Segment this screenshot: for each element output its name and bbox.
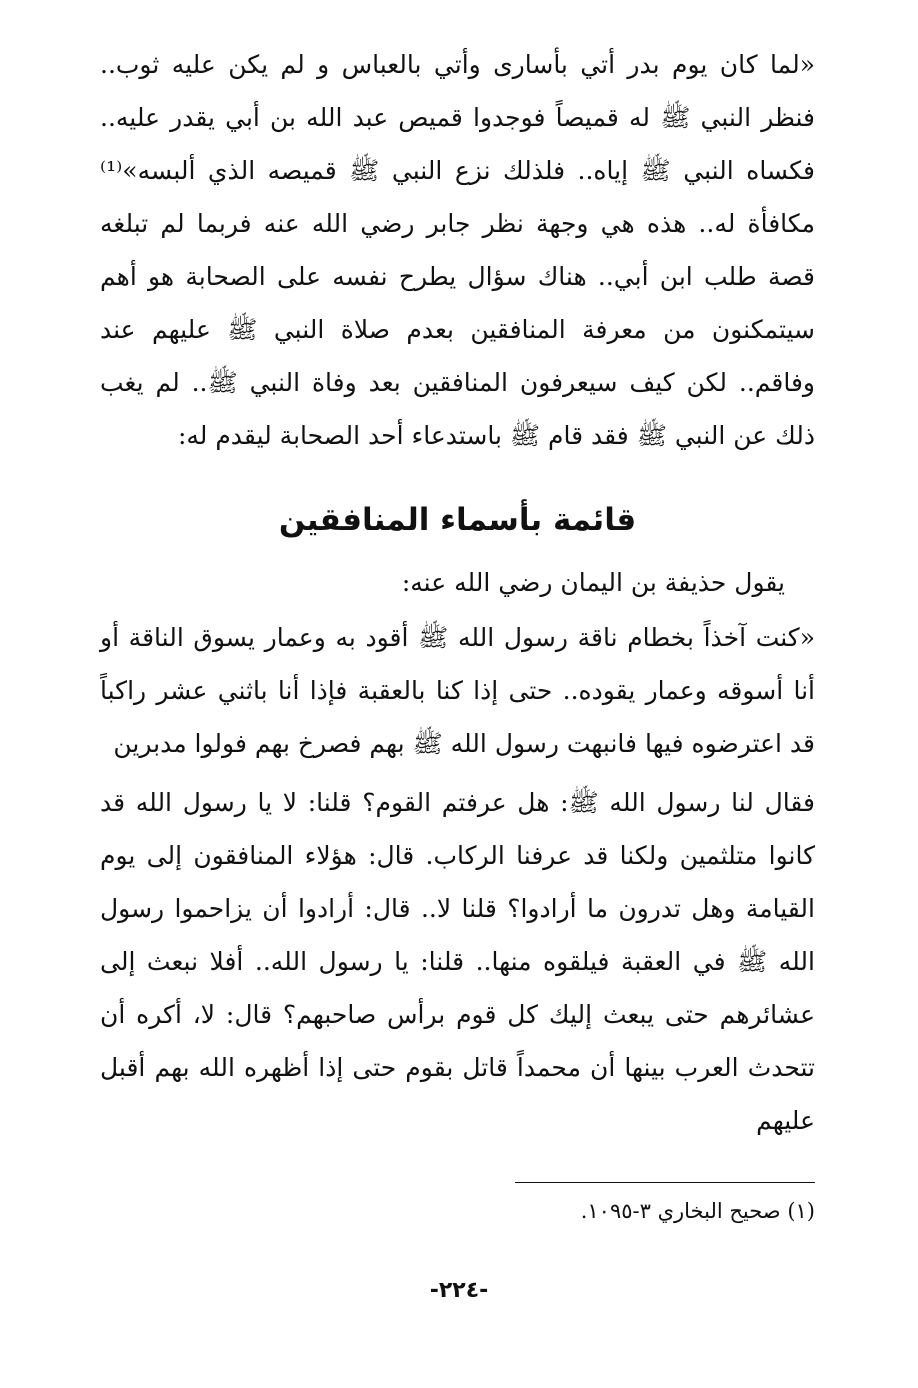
page-number: -٢٢٤- <box>429 1278 489 1303</box>
intro-line: يقول حذيفة بن اليمان رضي الله عنه: <box>401 568 785 597</box>
page-body <box>100 38 815 1147</box>
paragraph-2: «كنت آخذاً بخطام ناقة رسول الله ﷺ أقود به وعمار يسوق الناقة أو أنا أسوقه وعمار يقوده.. حتى إذا كنا بالعقبة فإذا أنا باثني عشر راكباً قد اعترضوه فيها فانبهت رسول الله ﷺ بهم فصرخ بهم فولوا مدبرين <box>100 623 815 758</box>
section-title: قائمة بأسماء المنافقين <box>278 502 637 538</box>
paragraph-3: فقال لنا رسول الله ﷺ: هل عرفتم القوم؟ قلنا: لا يا رسول الله قد كانوا متلثمين ولكنا قد عرفنا الركاب. قال: هؤلاء المنافقون إلى يوم القيامة وهل تدرون ما أرادوا؟ قلنا لا.. قال: أرادوا أن يزاحموا رسول الله ﷺ في العقبة فيلقوه منها.. قلنا: يا رسول الله.. أفلا نبعث إلى عشائرهم حتى يبعث إليك كل قوم برأس صاحبهم؟ قال: لا، أكره أن تتحدث العرب بينها أن محمداً قاتل بقوم حتى إذا أظهره الله بهم أقبل عليهم <box>100 788 815 1135</box>
footnote: (١) صحيح البخاري ٣-١٠٩٥. <box>580 1199 815 1223</box>
footnote-divider <box>515 1182 815 1183</box>
paragraph-1: «لما كان يوم بدر أتي بأسارى وأتي بالعباس و لم يكن عليه ثوب.. فنظر النبي ﷺ له قميصاً فوجدوا قميص عبد الله بن أبي يقدر عليه.. فكساه النبي ﷺ إياه.. فلذلك نزع النبي ﷺ قميصه الذي ألبسه»⁽¹⁾ مكافأة له.. هذه هي وجهة نظر جابر رضي الله عنه فربما لم تبلغه قصة طلب ابن أبي.. هناك سؤال يطرح نفسه على الصحابة هو أهم سيتمكنون من معرفة المنافقين بعدم صلاة النبي ﷺ عليهم عند وفاقم.. لكن كيف سيعرفون المنافقين بعد وفاة النبي ﷺ.. لم يغب ذلك عن النبي ﷺ فقد قام ﷺ باستدعاء أحد الصحابة ليقدم له: <box>100 50 815 450</box>
